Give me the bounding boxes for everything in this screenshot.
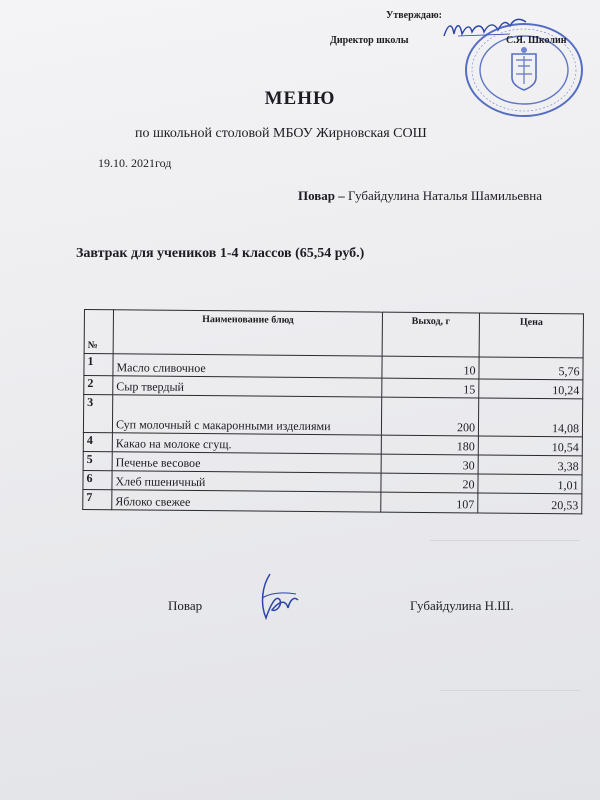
column-header-output: Выход, г [382, 312, 479, 357]
dish-name: Какао на молоке сгущ. [112, 433, 381, 454]
director-name: С.Я. Школин [506, 35, 567, 46]
cook-label: Повар – [298, 188, 345, 203]
row-number: 2 [84, 376, 113, 395]
dish-price: 3,38 [478, 455, 582, 475]
dish-price: 10,54 [478, 436, 582, 456]
meal-title: Завтрак для учеников 1-4 классов (65,54 руб.) [76, 246, 365, 261]
dish-name: Яблоко свежее [112, 490, 381, 512]
dish-output: 20 [381, 473, 478, 493]
cook-line [298, 188, 542, 204]
dish-name: Масло сливочное [113, 354, 382, 378]
dish-output: 10 [382, 356, 479, 379]
cook-signature [256, 570, 302, 624]
row-number: 1 [84, 354, 113, 376]
cook-full-name: Губайдулина Наталья Шамильевна [348, 188, 543, 203]
dish-name: Суп молочный с макаронными изделиями [112, 395, 381, 435]
footer-cook-label: Повар [168, 598, 203, 613]
dish-price: 1,01 [478, 474, 582, 494]
page-title: МЕНЮ [264, 88, 336, 109]
table-header-row [84, 310, 583, 358]
row-number: 6 [83, 470, 112, 489]
table-row [83, 395, 582, 437]
dish-name: Сыр твердый [113, 376, 382, 397]
row-number: 4 [83, 432, 112, 451]
dish-name: Хлеб пшеничный [112, 471, 381, 492]
dish-price: 10,24 [479, 379, 583, 399]
row-number: 3 [83, 395, 112, 433]
dish-output: 200 [381, 397, 478, 436]
column-header-name: Наименование блюд [113, 310, 382, 356]
menu-table [82, 309, 584, 514]
table-row [83, 489, 582, 513]
column-header-num: № [84, 310, 113, 354]
row-number: 5 [83, 451, 112, 470]
approve-label: Утверждаю: [386, 10, 442, 21]
dish-name: Печенье весовое [112, 452, 381, 473]
footer-cook-name: Губайдулина Н.Ш. [410, 598, 514, 613]
dish-output: 180 [381, 435, 478, 455]
dish-price: 5,76 [479, 357, 583, 380]
page-subtitle: по школьной столовой МБОУ Жирновская СОШ [135, 126, 427, 141]
dish-price: 20,53 [478, 493, 582, 514]
dish-output: 30 [381, 454, 478, 474]
dish-price: 14,08 [478, 398, 582, 437]
dish-output: 15 [382, 378, 479, 398]
director-label: Директор школы [330, 35, 409, 46]
row-number: 7 [83, 489, 112, 509]
background-line [430, 540, 580, 541]
menu-date: 19.10. 2021год [98, 156, 172, 170]
background-line [440, 690, 580, 691]
column-header-price: Цена [479, 313, 583, 358]
dish-output: 107 [381, 492, 478, 513]
